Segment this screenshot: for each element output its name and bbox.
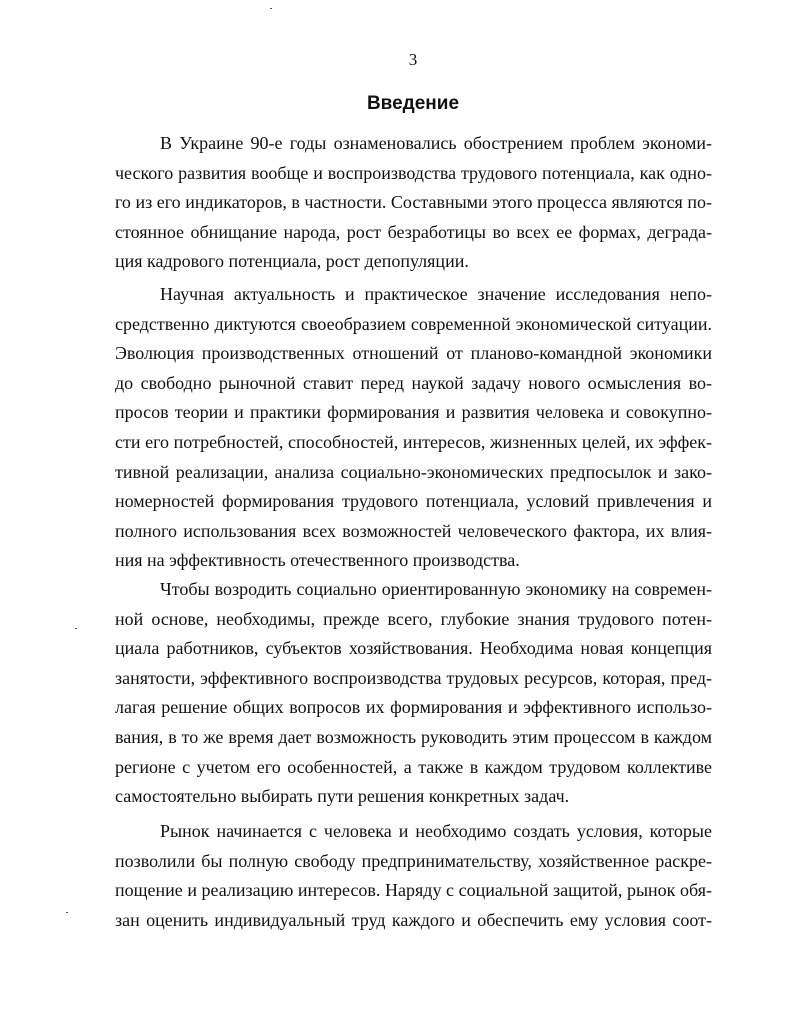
text-line: просов теории и практики формирования и развития человека и совокупно- — [115, 402, 712, 423]
text-line: тивной реализации, анализа социально-экономических предпосылок и зако- — [115, 461, 712, 482]
text-line: регионе с учетом его особенностей, а также в каждом трудовом коллективе — [115, 756, 712, 777]
text-line: ческого развития вообще и воспроизводства трудового потенциала, как одно- — [115, 162, 712, 183]
text-line: самостоятельно выбирать пути решения конкретных задач. — [115, 786, 570, 807]
text-line: ния на эффективность отечественного производства. — [115, 550, 520, 571]
paragraph — [115, 129, 712, 277]
page-number: 3 — [408, 50, 418, 69]
text-line: го из его индикаторов, в частности. Составными этого процесса являются по- — [115, 192, 712, 213]
paragraph — [115, 817, 712, 935]
text-line: средственно диктуются своеобразием современной экономической ситуации. — [115, 313, 712, 334]
text-line: Научная актуальность и практическое значение исследования непо- — [160, 284, 712, 304]
text-line: ция кадрового потенциала, рост депопуляции. — [115, 251, 469, 272]
text-line: зан оценить индивидуальный труд каждого и обеспечить ему условия соот- — [115, 909, 712, 930]
text-line: циала работников, субъектов хозяйствования. Необходима новая концепция — [115, 638, 712, 659]
paragraph — [115, 575, 712, 812]
text-line: стоянное обнищание народа, рост безработицы во всех ее формах, деграда- — [115, 221, 712, 242]
text-line: Эволюция производственных отношений от планово-командной экономики — [115, 343, 712, 364]
text-line: вания, в то же время дает возможность руководить этим процессом в каждом — [115, 726, 712, 747]
text-line: сти его потребностей, способностей, интересов, жизненных целей, их эффек- — [115, 431, 712, 452]
text-line: ной основе, необходимы, прежде всего, глубокие знания трудового потен- — [115, 608, 712, 629]
text-line: лагая решение общих вопросов их формирования и эффективного использо- — [115, 697, 712, 718]
text-line: В Украине 90-е годы ознаменовались обострением проблем экономи- — [160, 133, 712, 153]
text-line: номерностей формирования трудового потенциала, условий привлечения и — [115, 491, 712, 512]
scan-speck — [66, 912, 68, 913]
text-line: позволили бы полную свободу предпринимательству, хозяйственное раскре- — [115, 850, 712, 871]
paragraph — [115, 280, 712, 576]
text-line: до свободно рыночной ставит перед наукой задачу нового осмысления во- — [115, 372, 712, 393]
text-line: полного использования всех возможностей человеческого фактора, их влия- — [115, 520, 712, 541]
text-line: занятости, эффективного воспроизводства трудовых ресурсов, которая, пред- — [115, 667, 712, 688]
section-title: Введение — [366, 93, 460, 114]
scan-speck — [75, 628, 77, 629]
text-line: пощение и реализацию интересов. Наряду с социальной защитой, рынок обя- — [115, 880, 712, 901]
text-line: Чтобы возродить социально ориентированную экономику на современ- — [160, 579, 712, 599]
scan-speck — [270, 8, 272, 9]
text-line: Рынок начинается с человека и необходимо создать условия, которые — [160, 821, 712, 841]
